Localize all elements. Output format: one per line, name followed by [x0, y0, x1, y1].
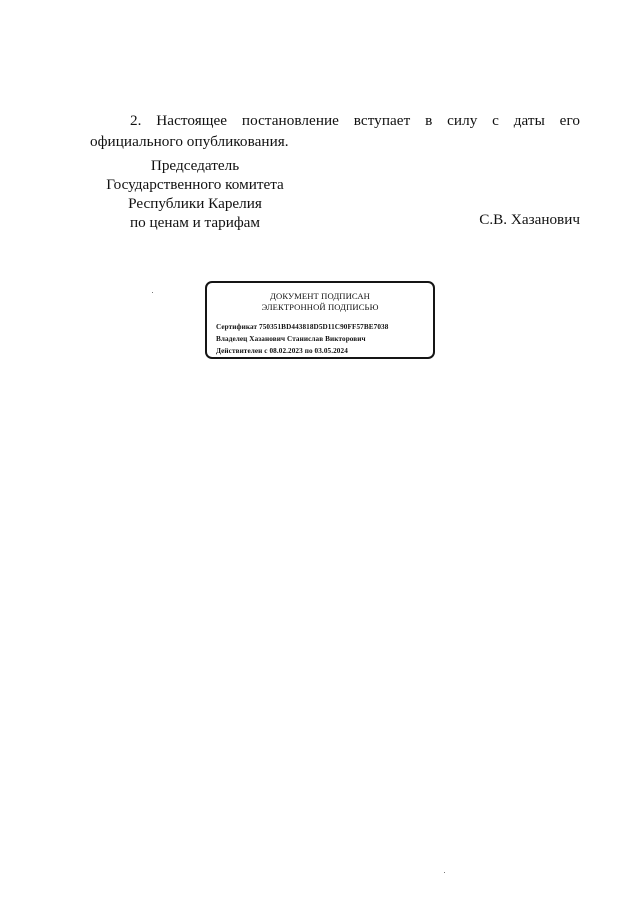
stamp-title-line: ЭЛЕКТРОННОЙ ПОДПИСЬЮ	[261, 302, 379, 312]
stamp-validity: Действителен с 08.02.2023 по 03.05.2024	[216, 347, 348, 355]
signer-title-line: Республики Карелия	[128, 195, 262, 212]
stamp-owner: Владелец Хазанович Станислав Викторович	[216, 335, 366, 343]
signer-name: С.В. Хазанович	[479, 211, 580, 228]
stamp-title-line: ДОКУМЕНТ ПОДПИСАН	[270, 291, 370, 301]
signer-title-line: Государственного комитета	[106, 176, 284, 193]
effective-date-paragraph: 2. Настоящее постановление вступает в силу с даты его официального опубликования.	[90, 112, 580, 150]
scan-speck	[152, 292, 153, 293]
signer-title-line: Председатель	[150, 157, 240, 174]
signer-title-block	[90, 156, 300, 232]
electronic-signature-stamp	[205, 281, 435, 359]
stamp-title	[207, 291, 433, 313]
scan-speck	[444, 872, 445, 873]
stamp-certificate: Сертификат 750351BD443818D5D11C90FF57BE7038	[216, 323, 389, 331]
signer-title-line: по ценам и тарифам	[129, 214, 261, 231]
